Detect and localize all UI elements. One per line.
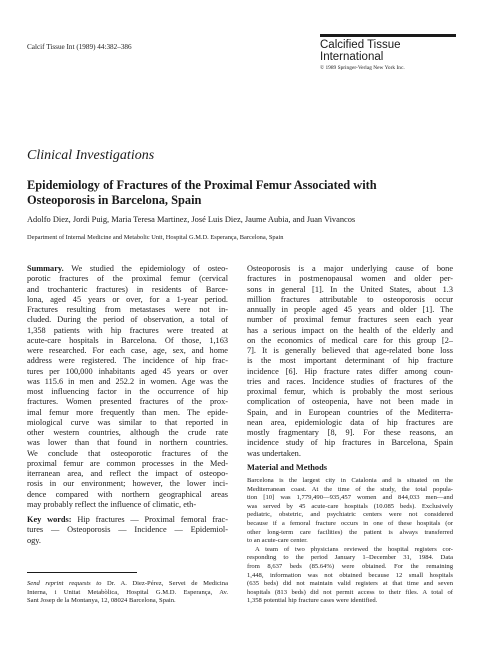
summary-line: rosis in our environment; however, the lower inci- (27, 479, 228, 489)
intro-line: fractures in postmenopausal women and older per- (247, 274, 453, 284)
methods-line: pediatric, obstetric, and psychiatric centers were not considered (247, 511, 453, 519)
methods-line: tion [10] was 1,779,490—935,457 women and 844,033 men—and (247, 494, 453, 502)
intro-line: has a serious impact on the health of the elderly and (247, 325, 453, 335)
intro-line: annually in people aged 45 years and older [1]. The (247, 305, 453, 314)
affiliation: Department of Internal Medicine and Metabolic Unit, Hospital G.M.D. Esperança, Barcelona, Spain (27, 234, 284, 241)
footnote-line: Sant Josep de la Montanya, 12, 08024 Barcelona, Spain. (27, 597, 176, 604)
methods-line: because if a femoral fracture occurs in one of these hospitals (or (247, 519, 453, 527)
masthead-rule (320, 34, 456, 37)
footnote-label: Send reprint requests to (27, 580, 102, 587)
keywords-line-text: Hip fractures — Proximal femoral frac- (77, 515, 228, 524)
journal-name-line2: International (320, 51, 384, 63)
journal-name-line1: Calcified Tissue (320, 39, 401, 51)
intro-line: on the economics of medical care for this group [2– (247, 335, 453, 345)
intro-line: incidence study of hip fractures in Barcelona, Spain (247, 438, 453, 448)
methods-line: Barcelona is the largest city in Catalonia and is situated on the (247, 477, 453, 484)
keywords-line: tures — Osteoporosis — Incidence — Epidemiol- (27, 525, 228, 535)
intro-line: was undertaken. (247, 448, 301, 458)
section-label: Clinical Investigations (27, 148, 155, 163)
summary-line: iterranean area, and reflect the impact of osteopo- (27, 469, 228, 478)
intro-line: Spain, and in European countries of the Mediterra- (247, 407, 453, 417)
methods-line: 1,358 potential hip fracture cases were identified. (247, 597, 378, 605)
intro-line: complication of osteopenia, have not been made in (247, 397, 453, 407)
summary-line: was lower than that found in northern countries. (27, 438, 228, 448)
title-line2: Osteoporosis in Barcelona, Spain (27, 193, 202, 207)
methods-paragraph (247, 477, 453, 606)
summary-paragraph (27, 264, 228, 510)
intro-line: incidence [6]. Hip fracture rates differ among coun- (247, 366, 453, 376)
intro-line: sons in general [1]. In the United States, about 1.3 (247, 284, 453, 294)
summary-line: miological curve was similar to that reported in (27, 417, 228, 427)
summary-line: most influencing factor in the occurrence of hip (27, 387, 228, 396)
footnote-line: Interna, i Unitat Metabòlica, Hospital G.M.D. Esperança, Av. (27, 588, 228, 596)
methods-line: to an acute-care center. (247, 537, 308, 545)
journal-masthead (320, 34, 456, 71)
summary-line: fractures. Women presented fractures of the prox- (27, 397, 228, 407)
intro-line: mostly fragmentary [8, 9]. For these reasons, an (247, 428, 453, 437)
methods-line: was served by 45 acute-care hospitals (10.085 beds). Exclusively (247, 502, 453, 510)
summary-line (27, 264, 228, 274)
intro-line: number of proximal femur fractures seen each year (247, 315, 453, 325)
footnote-divider (27, 572, 137, 573)
summary-line: 1,358 patients with hip fractures were treated at (27, 325, 228, 335)
methods-line: Mediterranean coast. At the time of the study, the total popula- (247, 485, 453, 493)
intro-line: proximal femur, which is probably the most serious (247, 387, 453, 396)
methods-line: other long-term care facilities) the patient is always transferred (247, 528, 453, 536)
reprint-footnote (27, 580, 228, 606)
summary-line: Fractures resulting from metastases were not in- (27, 305, 228, 314)
summary-line: imal femur more frequently than men. The epide- (27, 407, 228, 417)
summary-line: other western countries, although the crude rate (27, 428, 228, 437)
summary-heading: Summary. (27, 264, 64, 273)
keywords-line: ogy. (27, 535, 41, 545)
summary-line: porotic fractures of the proximal femur (cervical (27, 274, 228, 284)
journal-name (320, 39, 456, 63)
summary-line: We conclude that osteoporotic fractures of the (27, 448, 228, 458)
summary-line: lona, aged 45 years or over, for a 1-year period. (27, 294, 228, 304)
intro-line: is the most important determinant of hip fracture (247, 356, 453, 366)
intro-line: million fractures attributable to osteoporosis occur (247, 294, 453, 304)
intro-line: 7]. It is generally believed that age-related bone loss (247, 346, 453, 355)
intro-line: tries and races. Incidence studies of fractures of the (247, 376, 453, 386)
keywords-line (27, 515, 228, 525)
methods-line: responding to the period January 1–December 31, 1984. Data (247, 554, 453, 562)
summary-line: cluded. During the period of observation, a total of (27, 315, 228, 325)
methods-line: 1,448, information was not obtained because 12 small hospitals (247, 571, 453, 579)
keywords-heading: Key words: (27, 515, 72, 524)
methods-line: hospitals (813 beds) did not permit access to their files. A total of (247, 588, 453, 596)
citation-line: Calcif Tissue Int (1989) 44:382–386 (27, 43, 132, 51)
keywords-block (27, 515, 228, 546)
methods-line: from 8,637 beds (85.64%) were obtained. For the remaining (247, 562, 453, 570)
summary-line: were researched. For each case, age, sex, and home (27, 346, 228, 355)
title-line1: Epidemiology of Fractures of the Proximal Femur Associated with (27, 178, 377, 192)
summary-line: proximal femur are common processes in the Med- (27, 458, 228, 468)
article-title (27, 178, 407, 208)
methods-line: (635 beds) did not maintain valid registers at that time and seven (247, 580, 453, 588)
intro-line: Osteoporosis is a major underlying cause of bone (247, 264, 453, 273)
summary-line: tures per 100,000 inhabitants aged 45 years or over (27, 366, 228, 376)
footnote-line-text: Dr. A. Diez-Pérez, Servei de Medicina (107, 580, 228, 587)
summary-line: was 115.6 in men and 252.2 in women. Age was the (27, 376, 228, 386)
summary-line: address were registered. The incidence of hip frac- (27, 356, 228, 366)
summary-line-text: We studied the epidemiology of osteo- (71, 264, 228, 273)
methods-line: A team of two physicians reviewed the hospital registers cor- (255, 545, 453, 553)
copyright-line: © 1989 Springer-Verlag New York Inc. (320, 65, 405, 71)
footnote-line (27, 580, 228, 589)
summary-line: dence compared with northern geographical areas (27, 489, 228, 499)
intro-line: nean area, epidemiologic data of hip fractures are (247, 417, 453, 427)
summary-line: may probably reflect the influence of climatic, eth- (27, 499, 197, 509)
introduction-paragraph (247, 264, 453, 459)
methods-heading: Material and Methods (247, 463, 328, 472)
summary-line: and trochanteric fractures) in residents of Barce- (27, 284, 228, 294)
author-list: Adolfo Diez, Jordi Puig, Maria Teresa Martinez, José Luis Diez, Jaume Aubia, and Juan Vivancos (27, 215, 356, 224)
summary-line: acute-care hospitals in Barcelona. Of those, 1,163 (27, 335, 228, 345)
